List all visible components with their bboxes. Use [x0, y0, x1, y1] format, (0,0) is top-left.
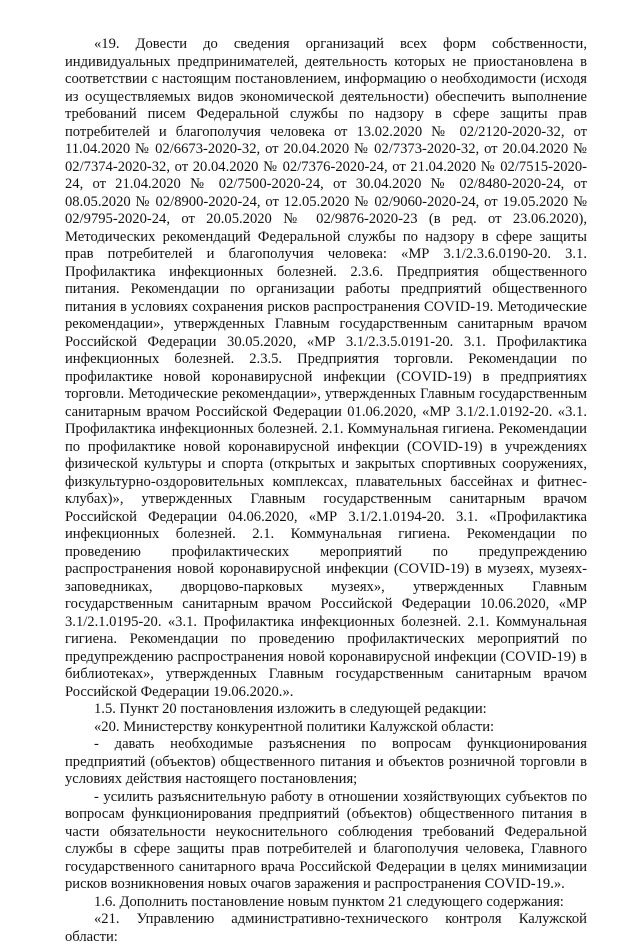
- paragraph-item-19: «19. Довести до сведения организаций всех форм собственности, индивидуальных предпринимателей, деятельность которых не приостановлена в соответствии с настоящим постановлением, информацию о необходимости (исходя из осуществляемых видов экономической деятельности) обеспечить выполнение требований писем Федеральной службы по надзору в сфере защиты прав потребителей и благополучия человека от 13.02.2020 № 02/2120-2020-32, от 11.04.2020 № 02/6673-2020-32, от 20.04.2020 № 02/7373-2020-32, от 20.04.2020 № 02/7374-2020-32, от 20.04.2020 № 02/7376-2020-24, от 21.04.2020 № 02/7515-2020-24, от 21.04.2020 № 02/7500-2020-24, от 30.04.2020 № 02/8480-2020-24, от 08.05.2020 № 02/8900-2020-24, от 12.05.2020 № 02/9060-2020-24, от 19.05.2020 № 02/9795-2020-24, от 20.05.2020 № 02/9876-2020-23 (в ред. от 23.06.2020), Методических рекомендаций Федеральной службы по надзору в сфере защиты прав потребителей и благополучия человека: «МР 3.1/2.3.6.0190-20. 3.1. Профилактика инфекционных болезней. 2.3.6. Предприятия общественного питания. Рекомендации по организации работы предприятий общественного питания в условиях сохранения рисков распространения COVID-19. Методические рекомендации», утвержденных Главным государственным санитарным врачом Российской Федерации 30.05.2020, «МР 3.1/2.3.5.0191-20. 3.1. Профилактика инфекционных болезней. 2.3.5. Предприятия торговли. Рекомендации по профилактике новой коронавирусной инфекции (COVID-19) в предприятиях торговли. Методические рекомендации», утвержденных Главным государственным санитарным врачом Российской Федерации 01.06.2020, «МР 3.1/2.1.0192-20. «3.1. Профилактика инфекционных болезней. 2.1. Коммунальная гигиена. Рекомендации по профилактике новой коронавирусной инфекции (COVID-19) в учреждениях физической культуры и спорта (открытых и закрытых спортивных сооружениях, физкультурно-оздоровительных комплексах, плавательных бассейнах и фитнес-клубах)», утвержденных Главным государственным санитарным врачом Российской Федерации 04.06.2020, «МР 3.1/2.1.0194-20. 3.1. «Профилактика инфекционных болезней. 2.1. Коммунальная гигиена. Рекомендации по проведению профилактических мероприятий по предупреждению распространения новой коронавирусной инфекции (COVID-19) в музеях, музеях-заповедниках, дворцово-парковых музеях», утвержденных Главным государственным санитарным врачом Российской Федерации 10.06.2020, «МР 3.1/2.1.0195-20. «3.1. Профилактика инфекционных болезней. 2.1. Коммунальная гигиена. Рекомендации по проведению профилактических мероприятий по предупреждению распространения новой коронавирусной инфекции (COVID-19) в библиотеках», утвержденных Главным государственным санитарным врачом Российской Федерации 19.06.2020.».: [65, 36, 587, 700]
- paragraph-item-20-bullet-2: - усилить разъяснительную работу в отношении хозяйствующих субъектов по вопросам функционирования предприятий (объектов) общественного питания в части обязательности неукоснительного соблюдения требований Федеральной службы в сфере защиты прав потребителей и благополучия человека, Главного государственного санитарного врача Российской Федерации в целях минимизации рисков возникновения новых очагов заражения и распространения COVID-19.».: [65, 788, 587, 892]
- paragraph-item-20: «20. Министерству конкурентной политики Калужской области:: [94, 718, 495, 735]
- document-text-block: [65, 36, 587, 946]
- paragraph-1-5: 1.5. Пункт 20 постановления изложить в следующей редакции:: [94, 701, 487, 717]
- paragraph-item-21: «21. Управлению административно-технического контроля Калужской области:: [65, 911, 587, 945]
- paragraph-1-6: 1.6. Дополнить постановление новым пунктом 21 следующего содержания:: [94, 893, 564, 910]
- paragraph-item-20-bullet-1: - давать необходимые разъяснения по вопросам функционирования предприятий (объектов) общественного питания и объектов розничной торговли в условиях действия настоящего постановления;: [65, 736, 587, 787]
